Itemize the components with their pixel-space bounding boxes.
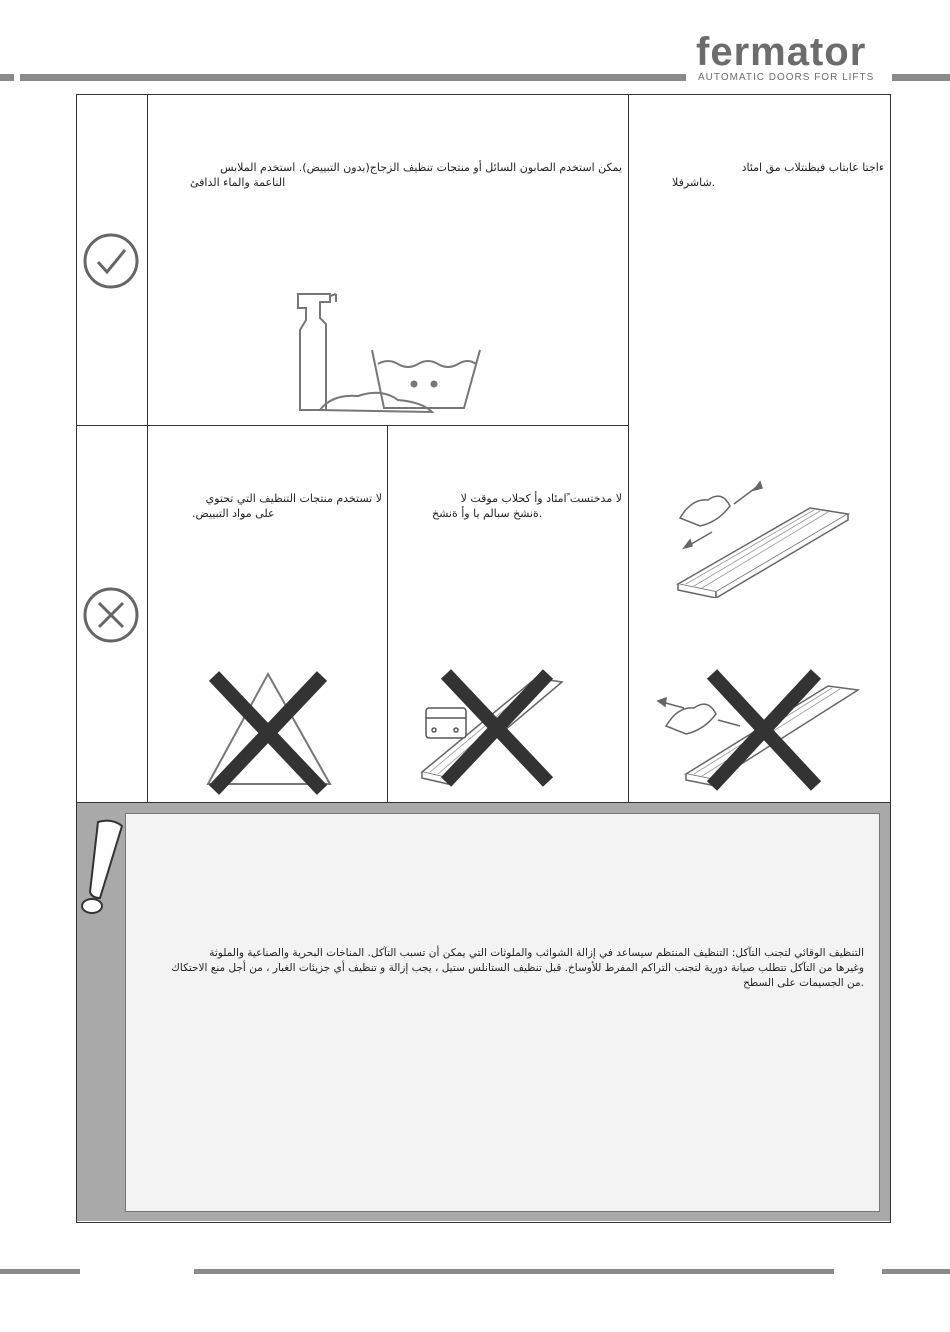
dont-abrasive-line-1: لا مدختست ًامئاد وأ كحلاب موقت لا <box>460 492 622 505</box>
do-line-1: يمكن استخدم الصابون السائل أو منتجات تنظيف الزجاج(بدون التبييض). استخدم الملابس <box>220 161 622 174</box>
do-instruction <box>190 160 622 190</box>
note-line-2: وغيرها من التآكل تتطلب صيانة دورية لتجنب التراكم المفرط للأوساخ. قبل تنظيف الستانلس ستيل ، يجب إزالة و تنظيف أي جزيئات الغبار ، من أجل منع الاحتكاك <box>171 962 864 974</box>
side-line-1: ءاجتا عابتاب فيظنتلاب مق امئاد <box>741 161 884 174</box>
prohibited-x-icon <box>214 676 322 790</box>
header-rule <box>20 74 686 81</box>
side-line-2: .شاشرفلا <box>672 176 716 189</box>
brand-tagline: AUTOMATIC DOORS FOR LIFTS <box>698 72 875 83</box>
cloth-icon <box>666 704 716 734</box>
dont-bleach-line-2: على مواد التبييض. <box>192 507 275 520</box>
no-cross-wipe-illustration <box>656 668 862 796</box>
dont-bleach-line-1: لا تستخدم منتجات التنظيف التي تحتوي <box>205 492 382 505</box>
wipe-direction-illustration <box>672 478 852 598</box>
cloth-icon <box>320 393 432 412</box>
row-divider <box>76 425 629 426</box>
note-text <box>132 946 864 991</box>
note-box <box>125 813 880 1212</box>
note-line-1: التنظيف الوقائي لتجنب التآكل: التنظيف المنتظم سيساعد في إزالة الشوائب والملوثات التي يمكن أن تسبب التآكل. المناخات البحرية والصناعية والملوثة <box>209 947 864 959</box>
brand-logo: fermator <box>696 30 867 74</box>
col-divider-middle <box>387 425 388 803</box>
col-divider-icon <box>147 94 148 803</box>
cleaning-machine-icon <box>426 708 466 738</box>
dont-abrasive-instruction <box>432 491 622 521</box>
note-line-3: .من الجسيمات على السطح <box>743 977 864 989</box>
header-rule-left <box>0 74 14 81</box>
dont-abrasive-line-2: .ةنشخ سبالم يا وأ ةنشخ <box>432 507 543 520</box>
dont-bleach-instruction <box>192 491 382 521</box>
header-rule-right <box>892 74 950 81</box>
no-bleach-illustration <box>202 668 336 796</box>
cloth-icon <box>680 496 730 526</box>
no-abrasive-illustration <box>418 668 568 796</box>
footer-rule-right <box>882 1269 950 1274</box>
water-bowl-icon <box>372 350 480 408</box>
col-divider-right <box>628 94 629 803</box>
cross-circle-icon <box>82 586 140 644</box>
prohibited-x-icon <box>712 674 816 786</box>
spray-bottle-icon <box>298 294 336 410</box>
cleaning-products-illustration <box>292 290 492 416</box>
check-circle-icon <box>82 232 140 290</box>
exclamation-icon <box>78 818 124 918</box>
do-line-2: الناعمة والماء الدافئ <box>190 176 286 189</box>
side-instruction <box>672 160 884 190</box>
footer-rule <box>194 1269 834 1274</box>
footer-rule-left <box>0 1269 80 1274</box>
